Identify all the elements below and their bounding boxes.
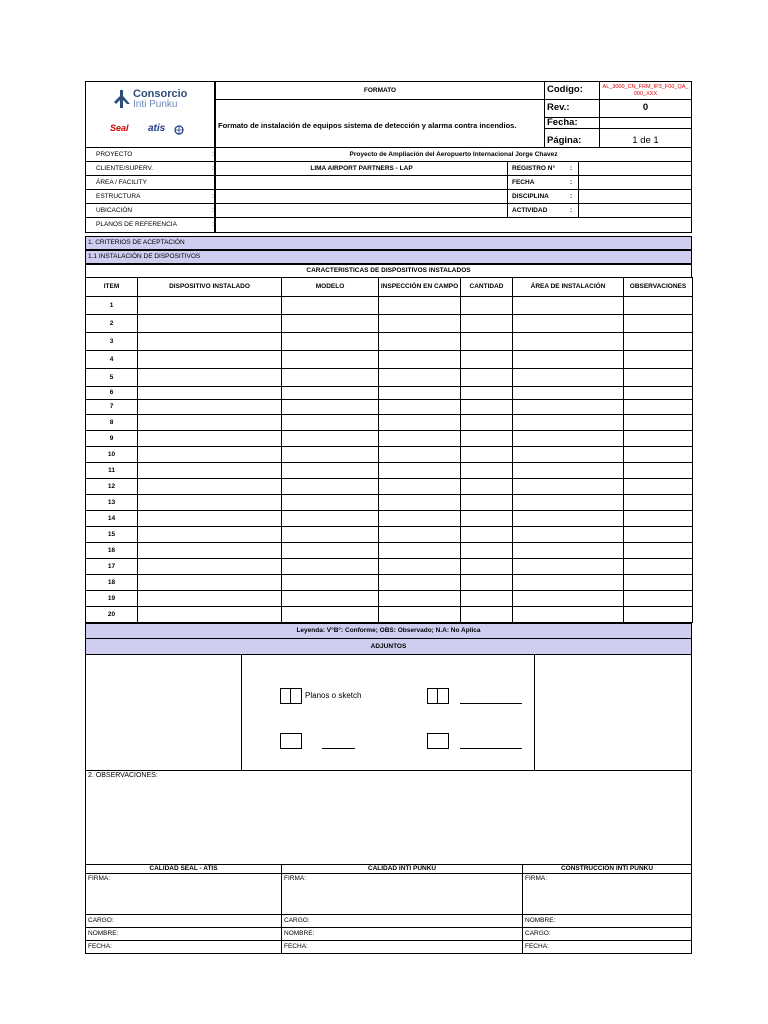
table-cell-modelo[interactable] bbox=[281, 368, 379, 387]
table-cell-cantidad[interactable] bbox=[460, 494, 513, 511]
fecha-info-label-text: FECHA bbox=[512, 178, 535, 186]
table-cell-cantidad[interactable] bbox=[460, 399, 513, 415]
adjuntos-right-panel[interactable] bbox=[534, 654, 692, 771]
sig-col1-title: CALIDAD SEAL - ATIS bbox=[85, 864, 282, 874]
atis-logo: atis bbox=[148, 123, 166, 134]
table-cell-cantidad[interactable] bbox=[460, 606, 513, 623]
cargo-label: CARGO: bbox=[284, 917, 310, 925]
sig-col1-cargo[interactable] bbox=[85, 914, 282, 928]
table-cell-observaciones[interactable] bbox=[623, 462, 693, 479]
table-cell-observaciones[interactable] bbox=[623, 399, 693, 415]
table-cell-inspeccion[interactable] bbox=[378, 462, 461, 479]
table-cell-modelo[interactable] bbox=[281, 462, 379, 479]
format-label: FORMATO bbox=[215, 81, 545, 100]
form-sheet bbox=[85, 81, 692, 954]
colon: : bbox=[570, 178, 573, 186]
nombre-label: NOMBRE: bbox=[284, 930, 315, 938]
table-row-item: 5 bbox=[85, 368, 138, 387]
sig-col3-title: CONSTRUCCIÓN INTI PUNKU bbox=[522, 864, 692, 874]
table-cell-dispositivo[interactable] bbox=[137, 558, 282, 575]
table-cell-cantidad[interactable] bbox=[460, 462, 513, 479]
table-cell-cantidad[interactable] bbox=[460, 350, 513, 369]
cargo-label: CARGO: bbox=[88, 917, 114, 925]
table-row-item: 6 bbox=[85, 386, 138, 400]
table-cell-observaciones[interactable] bbox=[623, 542, 693, 559]
sig-col2-title: CALIDAD INTI PUNKU bbox=[281, 864, 523, 874]
table-cell-area[interactable] bbox=[512, 526, 624, 543]
table-cell-area[interactable] bbox=[512, 446, 624, 463]
codigo-value: AL_3000_CN_FRM_IP3_F00_QA_000_XXX bbox=[599, 81, 692, 100]
table-cell-observaciones[interactable] bbox=[623, 494, 693, 511]
table-cell-observaciones[interactable] bbox=[623, 590, 693, 607]
table-row-item: 2 bbox=[85, 314, 138, 333]
table-cell-cantidad[interactable] bbox=[460, 386, 513, 400]
estructura-label-text: ESTRUCTURA bbox=[96, 192, 141, 200]
attachment-line-4[interactable] bbox=[460, 748, 522, 749]
planos-label bbox=[85, 217, 215, 233]
table-cell-observaciones[interactable] bbox=[623, 526, 693, 543]
table-cell-area[interactable] bbox=[512, 332, 624, 351]
table-cell-inspeccion[interactable] bbox=[378, 430, 461, 447]
table-cell-cantidad[interactable] bbox=[460, 574, 513, 591]
pagina-value: 1 de 1 bbox=[599, 128, 692, 154]
table-cell-inspeccion[interactable] bbox=[378, 314, 461, 333]
sig-col2-fecha[interactable] bbox=[281, 940, 523, 954]
registro-label bbox=[507, 161, 579, 176]
table-cell-dispositivo[interactable] bbox=[137, 542, 282, 559]
table-cell-observaciones[interactable] bbox=[623, 350, 693, 369]
ubicacion-value[interactable] bbox=[215, 203, 508, 218]
table-cell-modelo[interactable] bbox=[281, 430, 379, 447]
actividad-label-text: ACTIVIDAD bbox=[512, 206, 548, 214]
table-cell-dispositivo[interactable] bbox=[137, 368, 282, 387]
table-cell-cantidad[interactable] bbox=[460, 542, 513, 559]
col-header-inspeccion: INSPECCIÓN EN CAMPO bbox=[378, 277, 461, 297]
table-cell-dispositivo[interactable] bbox=[137, 386, 282, 400]
table-row-item: 20 bbox=[85, 606, 138, 623]
table-cell-observaciones[interactable] bbox=[623, 446, 693, 463]
table-cell-observaciones[interactable] bbox=[623, 430, 693, 447]
table-cell-modelo[interactable] bbox=[281, 542, 379, 559]
logo-company-line2: Inti Punku bbox=[133, 99, 178, 110]
table-row-item: 9 bbox=[85, 430, 138, 447]
sig-col3-firma[interactable] bbox=[522, 873, 692, 915]
table-row-item: 4 bbox=[85, 350, 138, 369]
table-cell-observaciones[interactable] bbox=[623, 606, 693, 623]
observaciones-area[interactable] bbox=[85, 770, 692, 865]
colon: : bbox=[212, 164, 214, 172]
table-cell-observaciones[interactable] bbox=[623, 558, 693, 575]
caracteristicas-title: CARACTERISTICAS DE DISPOSITIVOS INSTALADOS bbox=[85, 264, 692, 278]
table-cell-cantidad[interactable] bbox=[460, 558, 513, 575]
table-cell-modelo[interactable] bbox=[281, 526, 379, 543]
sig-col3-cargo[interactable] bbox=[522, 927, 692, 941]
colon: : bbox=[212, 150, 214, 158]
section-instalacion: 1.1 INSTALACIÓN DE DISPOSITIVOS bbox=[85, 250, 692, 264]
firma-label: FIRMA: bbox=[525, 875, 548, 882]
table-cell-observaciones[interactable] bbox=[623, 386, 693, 400]
table-row-item: 3 bbox=[85, 332, 138, 351]
table-cell-modelo[interactable] bbox=[281, 332, 379, 351]
table-cell-area[interactable] bbox=[512, 510, 624, 527]
table-cell-dispositivo[interactable] bbox=[137, 462, 282, 479]
table-cell-cantidad[interactable] bbox=[460, 332, 513, 351]
table-row-item: 13 bbox=[85, 494, 138, 511]
consorcio-logo-icon bbox=[112, 88, 132, 110]
sig-col2-cargo[interactable] bbox=[281, 914, 523, 928]
table-row-item: 1 bbox=[85, 296, 138, 315]
table-cell-area[interactable] bbox=[512, 296, 624, 315]
table-cell-dispositivo[interactable] bbox=[137, 446, 282, 463]
firma-label: FIRMA: bbox=[88, 875, 111, 882]
col-header-cantidad: CANTIDAD bbox=[460, 277, 513, 297]
table-cell-inspeccion[interactable] bbox=[378, 386, 461, 400]
table-cell-modelo[interactable] bbox=[281, 494, 379, 511]
col-header-modelo: MODELO bbox=[281, 277, 379, 297]
table-cell-inspeccion[interactable] bbox=[378, 296, 461, 315]
sig-col3-nombre[interactable] bbox=[522, 914, 692, 928]
table-cell-dispositivo[interactable] bbox=[137, 494, 282, 511]
table-cell-inspeccion[interactable] bbox=[378, 526, 461, 543]
col-header-item: ITEM bbox=[85, 277, 138, 297]
table-cell-modelo[interactable] bbox=[281, 510, 379, 527]
nombre-label: NOMBRE: bbox=[88, 930, 119, 938]
table-cell-inspeccion[interactable] bbox=[378, 399, 461, 415]
table-cell-inspeccion[interactable] bbox=[378, 368, 461, 387]
nombre-label: NOMBRE: bbox=[525, 917, 556, 925]
table-row-item: 16 bbox=[85, 542, 138, 559]
actividad-label bbox=[507, 203, 579, 218]
table-cell-area[interactable] bbox=[512, 414, 624, 431]
cargo-label: CARGO: bbox=[525, 930, 551, 938]
table-row-item: 7 bbox=[85, 399, 138, 415]
table-cell-modelo[interactable] bbox=[281, 314, 379, 333]
planos-value[interactable] bbox=[215, 217, 692, 233]
table-cell-area[interactable] bbox=[512, 574, 624, 591]
ubicacion-label bbox=[85, 203, 215, 218]
attachment-line-2[interactable] bbox=[460, 703, 522, 704]
sig-col2-firma[interactable] bbox=[281, 873, 523, 915]
globe-icon bbox=[174, 125, 184, 135]
table-row-item: 18 bbox=[85, 574, 138, 591]
table-cell-observaciones[interactable] bbox=[623, 296, 693, 315]
table-row-item: 12 bbox=[85, 478, 138, 495]
rev-value: 0 bbox=[599, 99, 692, 118]
disciplina-label-text: DISCIPLINA bbox=[512, 192, 549, 200]
table-cell-dispositivo[interactable] bbox=[137, 399, 282, 415]
table-cell-inspeccion[interactable] bbox=[378, 510, 461, 527]
checkbox-divider bbox=[290, 688, 291, 704]
table-row-item: 19 bbox=[85, 590, 138, 607]
table-row-item: 11 bbox=[85, 462, 138, 479]
sig-col1-nombre[interactable] bbox=[85, 927, 282, 941]
table-cell-inspeccion[interactable] bbox=[378, 350, 461, 369]
table-cell-modelo[interactable] bbox=[281, 606, 379, 623]
table-cell-area[interactable] bbox=[512, 399, 624, 415]
attachment-checkbox-2[interactable] bbox=[427, 688, 449, 704]
table-cell-cantidad[interactable] bbox=[460, 430, 513, 447]
table-cell-cantidad[interactable] bbox=[460, 446, 513, 463]
pagina-label: Página: bbox=[544, 128, 600, 154]
table-cell-area[interactable] bbox=[512, 462, 624, 479]
table-cell-area[interactable] bbox=[512, 558, 624, 575]
codigo-label: Codigo: bbox=[544, 81, 600, 100]
col-header-observaciones: OBSERVACIONES bbox=[623, 277, 693, 297]
table-cell-modelo[interactable] bbox=[281, 574, 379, 591]
estructura-value[interactable] bbox=[215, 189, 508, 204]
logo-cell bbox=[85, 81, 215, 154]
area-label bbox=[85, 175, 215, 190]
sig-col2-nombre[interactable] bbox=[281, 927, 523, 941]
fecha-info-value[interactable] bbox=[578, 175, 692, 190]
proyecto-label bbox=[85, 147, 215, 162]
table-row-item: 15 bbox=[85, 526, 138, 543]
attachment-checkbox-3[interactable] bbox=[280, 733, 302, 749]
fecha-label: FECHA: bbox=[88, 943, 112, 951]
adjuntos-title: ADJUNTOS bbox=[85, 638, 692, 655]
cliente-value[interactable]: LIMA AIRPORT PARTNERS - LAP bbox=[215, 161, 508, 176]
planos-checkbox[interactable] bbox=[280, 688, 302, 704]
proyecto-value[interactable]: Proyecto de Ampliación del Aeropuerto Internacional Jorge Chavez bbox=[215, 147, 692, 162]
firma-label: FIRMA: bbox=[284, 875, 307, 882]
table-cell-inspeccion[interactable] bbox=[378, 606, 461, 623]
table-cell-cantidad[interactable] bbox=[460, 314, 513, 333]
section-criterios: 1. CRITERIOS DE ACEPTACIÓN bbox=[85, 236, 692, 250]
colon: : bbox=[570, 206, 573, 214]
actividad-value[interactable] bbox=[578, 203, 692, 218]
fecha-label: FECHA: bbox=[525, 943, 549, 951]
table-cell-dispositivo[interactable] bbox=[137, 606, 282, 623]
planos-label: Planos o sketch bbox=[305, 691, 362, 700]
table-cell-modelo[interactable] bbox=[281, 414, 379, 431]
table-cell-modelo[interactable] bbox=[281, 478, 379, 495]
colon: : bbox=[570, 192, 573, 200]
table-cell-dispositivo[interactable] bbox=[137, 296, 282, 315]
table-cell-cantidad[interactable] bbox=[460, 590, 513, 607]
table-cell-dispositivo[interactable] bbox=[137, 332, 282, 351]
table-cell-observaciones[interactable] bbox=[623, 368, 693, 387]
table-cell-observaciones[interactable] bbox=[623, 510, 693, 527]
adjuntos-center-panel bbox=[241, 654, 535, 771]
table-cell-observaciones[interactable] bbox=[623, 314, 693, 333]
table-cell-dispositivo[interactable] bbox=[137, 478, 282, 495]
colon: : bbox=[570, 164, 573, 172]
sig-col3-fecha[interactable] bbox=[522, 940, 692, 954]
fecha-label: FECHA: bbox=[284, 943, 308, 951]
area-label-text: ÁREA / FACILITY bbox=[96, 178, 147, 186]
table-cell-dispositivo[interactable] bbox=[137, 526, 282, 543]
table-cell-observaciones[interactable] bbox=[623, 332, 693, 351]
table-cell-dispositivo[interactable] bbox=[137, 574, 282, 591]
colon: : bbox=[212, 221, 214, 229]
table-cell-modelo[interactable] bbox=[281, 296, 379, 315]
table-cell-cantidad[interactable] bbox=[460, 368, 513, 387]
table-cell-observaciones[interactable] bbox=[623, 574, 693, 591]
table-cell-modelo[interactable] bbox=[281, 558, 379, 575]
table-cell-cantidad[interactable] bbox=[460, 510, 513, 527]
table-row-item: 14 bbox=[85, 510, 138, 527]
col-header-dispositivo: DISPOSITIVO INSTALADO bbox=[137, 277, 282, 297]
seal-logo: Seal bbox=[110, 123, 129, 133]
sig-col1-fecha[interactable] bbox=[85, 940, 282, 954]
observaciones-label: 2. OBSERVACIONES: bbox=[88, 772, 158, 779]
disciplina-label bbox=[507, 189, 579, 204]
registro-value[interactable] bbox=[578, 161, 692, 176]
table-cell-dispositivo[interactable] bbox=[137, 510, 282, 527]
table-cell-dispositivo[interactable] bbox=[137, 430, 282, 447]
disciplina-value[interactable] bbox=[578, 189, 692, 204]
table-cell-modelo[interactable] bbox=[281, 386, 379, 400]
rev-label: Rev.: bbox=[544, 99, 600, 118]
logo-company-line1: Consorcio bbox=[133, 88, 188, 100]
table-cell-dispositivo[interactable] bbox=[137, 414, 282, 431]
colon: : bbox=[212, 206, 214, 214]
fecha-label: Fecha: bbox=[544, 117, 600, 129]
form-title: Formato de instalación de equipos sistema de detección y alarma contra incendios. bbox=[215, 99, 545, 154]
table-row-item: 17 bbox=[85, 558, 138, 575]
estructura-label bbox=[85, 189, 215, 204]
table-cell-cantidad[interactable] bbox=[460, 526, 513, 543]
table-cell-area[interactable] bbox=[512, 478, 624, 495]
table-cell-inspeccion[interactable] bbox=[378, 414, 461, 431]
table-cell-inspeccion[interactable] bbox=[378, 446, 461, 463]
table-cell-area[interactable] bbox=[512, 542, 624, 559]
table-cell-area[interactable] bbox=[512, 368, 624, 387]
planos-label-text: PLANOS DE REFERENCIA bbox=[96, 221, 177, 229]
table-cell-inspeccion[interactable] bbox=[378, 590, 461, 607]
table-row-item: 8 bbox=[85, 414, 138, 431]
table-cell-cantidad[interactable] bbox=[460, 478, 513, 495]
cliente-label-text: CLIENTE/SUPERV. bbox=[96, 164, 154, 172]
table-cell-area[interactable] bbox=[512, 386, 624, 400]
col-header-area: ÁREA DE INSTALACIÓN bbox=[512, 277, 624, 297]
table-cell-observaciones[interactable] bbox=[623, 414, 693, 431]
attachment-checkbox-4[interactable] bbox=[427, 733, 449, 749]
legend: Leyenda: V°B°: Conforme; OBS: Observado; N.A: No Aplica bbox=[85, 623, 692, 639]
table-cell-inspeccion[interactable] bbox=[378, 478, 461, 495]
device-table bbox=[85, 277, 692, 624]
table-cell-area[interactable] bbox=[512, 350, 624, 369]
table-cell-inspeccion[interactable] bbox=[378, 494, 461, 511]
registro-label-text: REGISTRO N° bbox=[512, 164, 556, 172]
table-cell-dispositivo[interactable] bbox=[137, 590, 282, 607]
table-cell-cantidad[interactable] bbox=[460, 296, 513, 315]
proyecto-label-text: PROYECTO bbox=[96, 150, 133, 158]
table-cell-inspeccion[interactable] bbox=[378, 332, 461, 351]
table-cell-modelo[interactable] bbox=[281, 350, 379, 369]
table-cell-modelo[interactable] bbox=[281, 446, 379, 463]
checkbox-divider bbox=[437, 688, 438, 704]
attachment-line-3[interactable] bbox=[322, 748, 355, 749]
table-cell-observaciones[interactable] bbox=[623, 478, 693, 495]
colon: : bbox=[212, 192, 214, 200]
table-cell-inspeccion[interactable] bbox=[378, 574, 461, 591]
area-value[interactable] bbox=[215, 175, 508, 190]
table-cell-area[interactable] bbox=[512, 494, 624, 511]
ubicacion-label-text: UBICACIÓN bbox=[96, 206, 133, 214]
table-cell-area[interactable] bbox=[512, 590, 624, 607]
table-cell-dispositivo[interactable] bbox=[137, 350, 282, 369]
table-cell-modelo[interactable] bbox=[281, 590, 379, 607]
table-cell-area[interactable] bbox=[512, 606, 624, 623]
table-cell-cantidad[interactable] bbox=[460, 414, 513, 431]
cliente-label bbox=[85, 161, 215, 176]
table-row-item: 10 bbox=[85, 446, 138, 463]
table-cell-area[interactable] bbox=[512, 314, 624, 333]
table-cell-inspeccion[interactable] bbox=[378, 542, 461, 559]
adjuntos-left-panel[interactable] bbox=[85, 654, 242, 771]
sig-col1-firma[interactable] bbox=[85, 873, 282, 915]
table-cell-inspeccion[interactable] bbox=[378, 558, 461, 575]
table-cell-modelo[interactable] bbox=[281, 399, 379, 415]
table-cell-dispositivo[interactable] bbox=[137, 314, 282, 333]
fecha-info-label bbox=[507, 175, 579, 190]
table-cell-area[interactable] bbox=[512, 430, 624, 447]
